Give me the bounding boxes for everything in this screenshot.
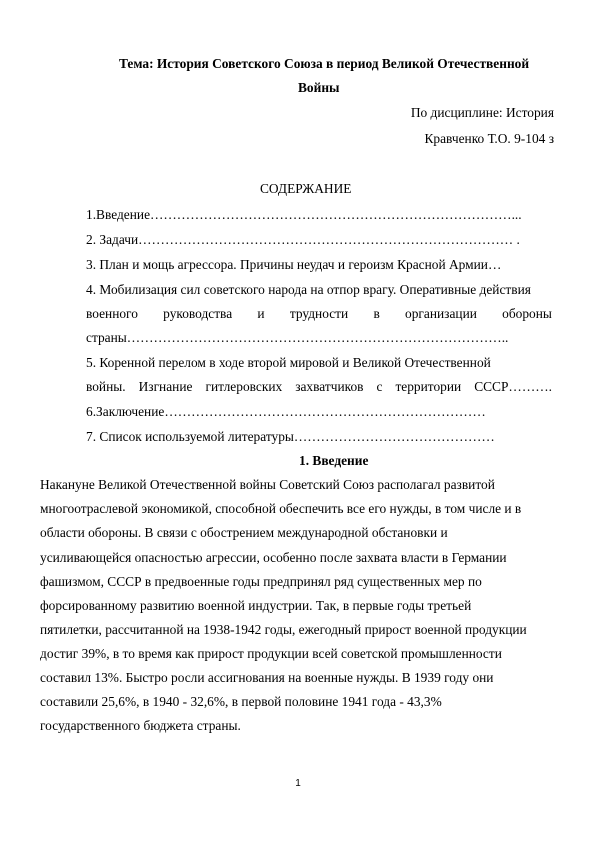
toc-item-turning-point-line2: [86, 379, 552, 395]
discipline-line: По дисциплине: История: [410, 105, 554, 120]
toc-word: Изгнание: [138, 379, 193, 394]
body-line: области обороны. В связи с обострением международной обстановки и: [40, 525, 448, 540]
toc-word: СССР……….: [474, 379, 552, 394]
toc-word: обороны: [502, 306, 552, 321]
body-line: достиг 39%, в то время как прирост продукции всей советской промышленности: [40, 646, 502, 661]
toc-item-introduction: 1.Введение………………………………………………………………………...: [86, 207, 522, 222]
toc-item-turning-point-line1: 5. Коренной перелом в ходе второй мировой и Великой Отечественной: [86, 355, 491, 370]
body-line: Накануне Великой Отечественной войны Советский Союз располагал развитой: [40, 477, 495, 492]
author-line: Кравченко Т.О. 9-104 з: [424, 131, 554, 146]
body-line: составили 25,6%, в 1940 - 32,6%, в первой половине 1941 года - 43,3%: [40, 694, 442, 709]
toc-item-mobilization-line2: [86, 306, 552, 322]
toc-word: трудности: [289, 306, 349, 321]
topic-title-line2: Войны: [298, 80, 340, 95]
section-heading: 1. Введение: [299, 453, 369, 468]
body-line: многоотраслевой экономикой, способной обеспечить все его нужды, в том числе и в: [40, 501, 522, 516]
toc-heading: СОДЕРЖАНИЕ: [260, 181, 352, 196]
toc-item-mobilization-line3: страны…………………………………………………………………………..: [86, 330, 509, 345]
body-line: форсированному развитию военной индустрии. Так, в первые годы третьей: [40, 598, 472, 613]
page-number: 1: [295, 778, 301, 789]
topic-title-line1: Тема: История Советского Союза в период Великой Отечественной: [119, 56, 530, 71]
body-line: государственного бюджета страны.: [40, 718, 241, 733]
toc-word: захватчиков: [295, 379, 364, 394]
toc-item-tasks: 2. Задачи………………………………………………………………………… .: [86, 232, 520, 247]
body-line: усиливающейся опасностью агрессии, особенно после захвата власти в Германии: [40, 550, 507, 565]
toc-word: и: [257, 306, 265, 321]
toc-word: с: [376, 379, 383, 394]
toc-item-conclusion: 6.Заключение………………………………………………………………: [86, 404, 486, 419]
toc-item-aggressor-plan: 3. План и мощь агрессора. Причины неудач и героизм Красной Армии…: [86, 257, 502, 272]
body-line: пятилетки, рассчитанной на 1938-1942 годы, ежегодный прирост военной продукции: [40, 622, 527, 637]
toc-word: войны.: [86, 379, 126, 394]
toc-word: организации: [405, 306, 477, 321]
toc-word: руководства: [163, 306, 233, 321]
toc-item-mobilization-line1: 4. Мобилизация сил советского народа на отпор врагу. Оперативные действия: [86, 282, 531, 297]
toc-word: территории: [395, 379, 462, 394]
toc-word: военного: [86, 306, 138, 321]
body-line: составил 13%. Быстро росли ассигнования на военные нужды. В 1939 году они: [40, 670, 494, 685]
toc-word: в: [373, 306, 380, 321]
toc-item-bibliography: 7. Список используемой литературы………………………………………: [86, 429, 495, 444]
toc-word: гитлеровских: [205, 379, 283, 394]
body-line: фашизмом, СССР в предвоенные годы предпринял ряд существенных мер по: [40, 574, 482, 589]
